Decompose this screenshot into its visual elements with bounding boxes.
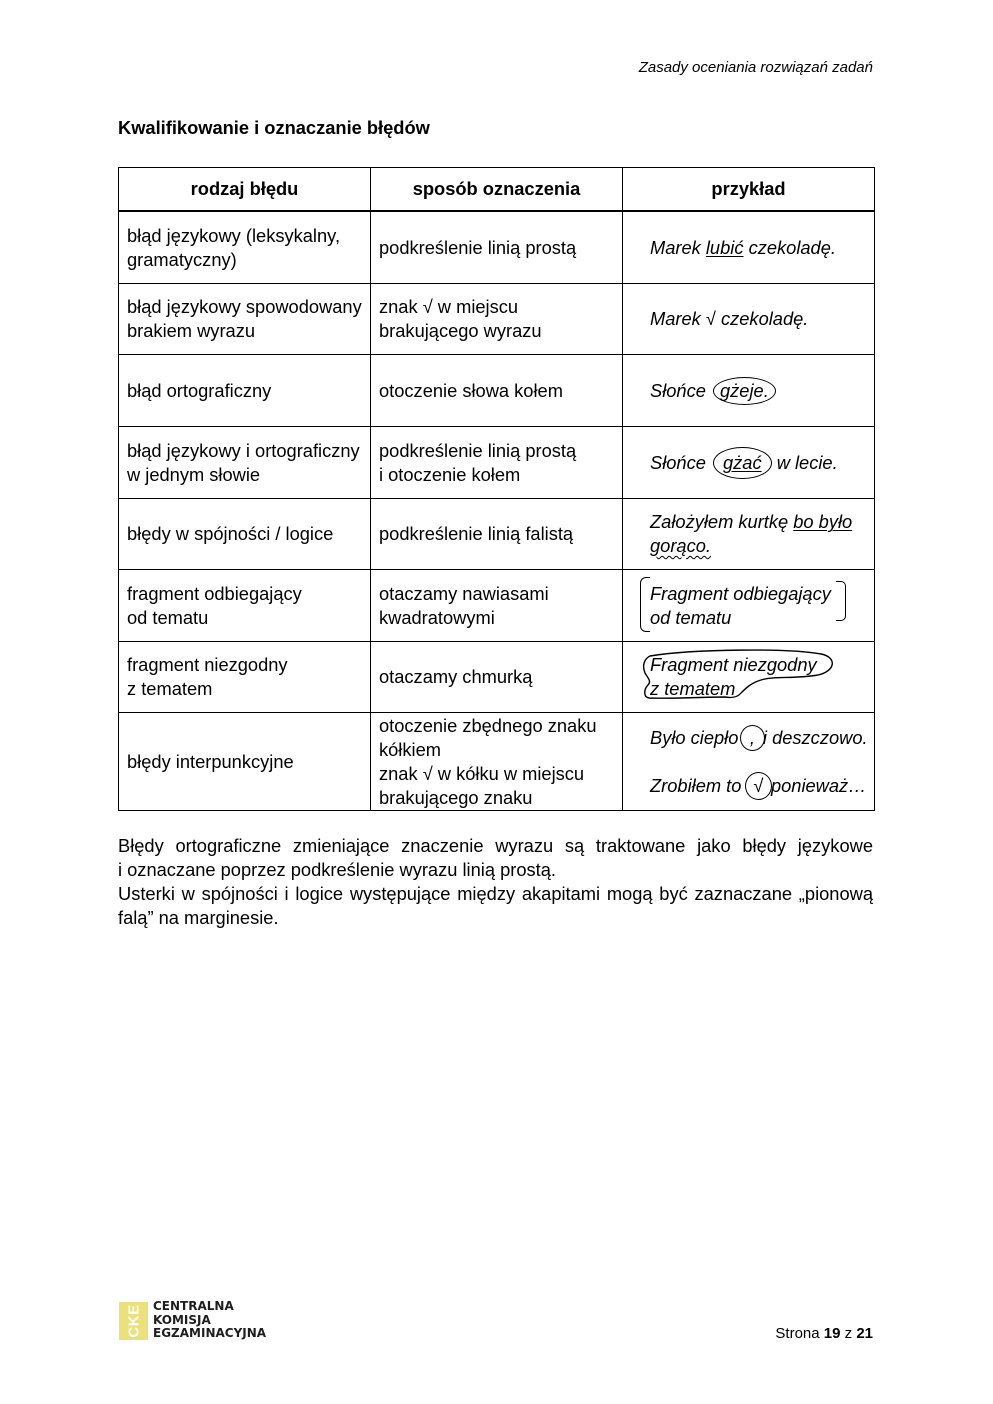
cell-text: znak √ w miejscu brakującego wyrazu bbox=[379, 296, 542, 341]
row-5-error-type bbox=[119, 499, 371, 570]
cell-text: otaczamy nawiasami kwadratowymi bbox=[379, 582, 549, 628]
row-1-marking bbox=[371, 212, 623, 284]
example-text: Marek bbox=[650, 236, 706, 258]
cell-text: błąd językowy i ortograficzny w jednym słowie bbox=[127, 439, 360, 485]
row-2-marking bbox=[371, 284, 623, 355]
section-heading: Kwalifikowanie i oznaczanie błędów bbox=[118, 117, 430, 138]
row-3-marking bbox=[371, 355, 623, 427]
row-1-error-type bbox=[119, 212, 371, 284]
example-line bbox=[650, 534, 852, 558]
cell-text: błędy w spójności / logice bbox=[127, 523, 334, 544]
example-punctuation-errors bbox=[650, 726, 868, 798]
circled-comma: , bbox=[740, 725, 765, 751]
example-text: czekoladę. bbox=[743, 236, 836, 258]
row-5-example bbox=[623, 499, 875, 570]
cell-text: błąd ortograficzny bbox=[127, 379, 272, 401]
example-text: ponieważ… bbox=[770, 774, 867, 796]
example-text: Założyłem kurtkę bbox=[650, 511, 794, 532]
example-line-extra-comma bbox=[650, 726, 868, 750]
notes bbox=[118, 834, 873, 930]
row-4-marking bbox=[371, 427, 623, 499]
note-paragraph: Błędy ortograficzne zmieniające znaczenie wyrazu są traktowane jako błędy językowe i oznaczane poprzez podkreślenie wyrazu linią prostą. bbox=[118, 835, 873, 880]
example-language-error bbox=[650, 236, 836, 260]
cell-text: otoczenie słowa kołem bbox=[379, 379, 563, 401]
cke-logo-text bbox=[153, 1300, 266, 1341]
row-6-marking bbox=[371, 570, 623, 642]
example-text: Zrobiłem to bbox=[650, 774, 742, 796]
cell-text: fragment niezgodny z tematem bbox=[127, 654, 288, 699]
row-4-error-type bbox=[119, 427, 371, 499]
example-missing-word: Marek √ czekoladę. bbox=[650, 308, 809, 329]
underlined-word: lubić bbox=[705, 236, 744, 258]
table-header-error-type bbox=[119, 168, 371, 212]
example-text: i deszczowo. bbox=[762, 726, 868, 748]
circled-check-mark: √ bbox=[745, 772, 772, 800]
current-page: 19 bbox=[823, 1325, 841, 1342]
error-classification-table bbox=[118, 167, 875, 811]
header-label: rodzaj błędu bbox=[190, 178, 299, 199]
cell-text: błędy interpunkcyjne bbox=[127, 750, 294, 772]
row-3-example bbox=[623, 355, 875, 427]
logo-line: KOMISJA bbox=[153, 1312, 211, 1327]
right-square-bracket bbox=[836, 581, 846, 621]
example-off-topic-fragment: Fragment odbiegający od tematu bbox=[650, 582, 831, 628]
cell-text: błąd językowy (leksykalny, gramatyczny) bbox=[127, 224, 341, 270]
logo-line: CENTRALNA bbox=[153, 1299, 234, 1313]
row-4-example bbox=[623, 427, 875, 499]
cell-text: błąd językowy spowodowany brakiem wyrazu bbox=[127, 296, 362, 341]
row-2-example bbox=[623, 284, 875, 355]
underlined-word: gżać bbox=[722, 451, 762, 473]
circled-word: gżeje. bbox=[713, 377, 776, 405]
example-text: Słońce bbox=[650, 379, 711, 401]
note-paragraph: Usterki w spójności i logice występujące między akapitami mogą być zaznaczane „pionową falą” na marginesie. bbox=[118, 883, 873, 928]
example-text: w lecie. bbox=[771, 451, 838, 473]
page-label: Strona bbox=[775, 1325, 820, 1342]
row-7-example bbox=[623, 642, 875, 713]
header-label: sposób oznaczenia bbox=[412, 178, 581, 199]
header-label: przykład bbox=[711, 178, 786, 199]
row-8-example bbox=[623, 713, 875, 811]
wavy-underlined-word: gorąco. bbox=[650, 535, 711, 556]
cke-logo-mark bbox=[119, 1302, 148, 1340]
row-8-error-type bbox=[119, 713, 371, 811]
table-header-marking bbox=[371, 168, 623, 212]
example-text: Było ciepło bbox=[650, 726, 739, 748]
table-header-example bbox=[623, 168, 875, 212]
example-text: Słońce bbox=[650, 451, 711, 473]
cell-text: podkreślenie linią prostą i otoczenie kołem bbox=[379, 439, 577, 485]
cell-text: podkreślenie linią falistą bbox=[379, 523, 574, 544]
cell-text: otaczamy chmurką bbox=[379, 666, 533, 687]
row-6-example bbox=[623, 570, 875, 642]
row-5-marking bbox=[371, 499, 623, 570]
logo-mark-letters: CKE bbox=[125, 1304, 142, 1338]
example-spelling-error bbox=[650, 377, 776, 405]
row-2-error-type bbox=[119, 284, 371, 355]
page-separator: z bbox=[844, 1325, 853, 1342]
row-8-marking bbox=[371, 713, 623, 811]
example-line-missing-mark bbox=[650, 774, 868, 798]
example-coherence-error bbox=[650, 510, 852, 558]
cell-text: podkreślenie linią prostą bbox=[379, 236, 577, 258]
total-pages: 21 bbox=[856, 1325, 873, 1342]
example-language-and-spelling-error bbox=[650, 447, 838, 479]
example-inconsistent-fragment: Fragment niezgodny z tematem bbox=[650, 654, 817, 699]
cell-text: fragment odbiegający od tematu bbox=[127, 582, 302, 628]
circled-word bbox=[713, 447, 772, 479]
row-3-error-type bbox=[119, 355, 371, 427]
logo-line: EGZAMINACYJNA bbox=[153, 1326, 267, 1340]
page-number bbox=[775, 1325, 873, 1343]
example-line bbox=[650, 510, 852, 534]
underlined-phrase: bo było bbox=[793, 511, 853, 532]
cell-text: otoczenie zbędnego znaku kółkiem znak √ w kółku w miejscu brakującego znaku bbox=[379, 714, 597, 808]
left-square-bracket bbox=[640, 577, 650, 632]
row-7-error-type bbox=[119, 642, 371, 713]
row-7-marking bbox=[371, 642, 623, 713]
row-6-error-type bbox=[119, 570, 371, 642]
running-header-title: Zasady oceniania rozwiązań zadań bbox=[638, 59, 873, 76]
row-1-example bbox=[623, 212, 875, 284]
